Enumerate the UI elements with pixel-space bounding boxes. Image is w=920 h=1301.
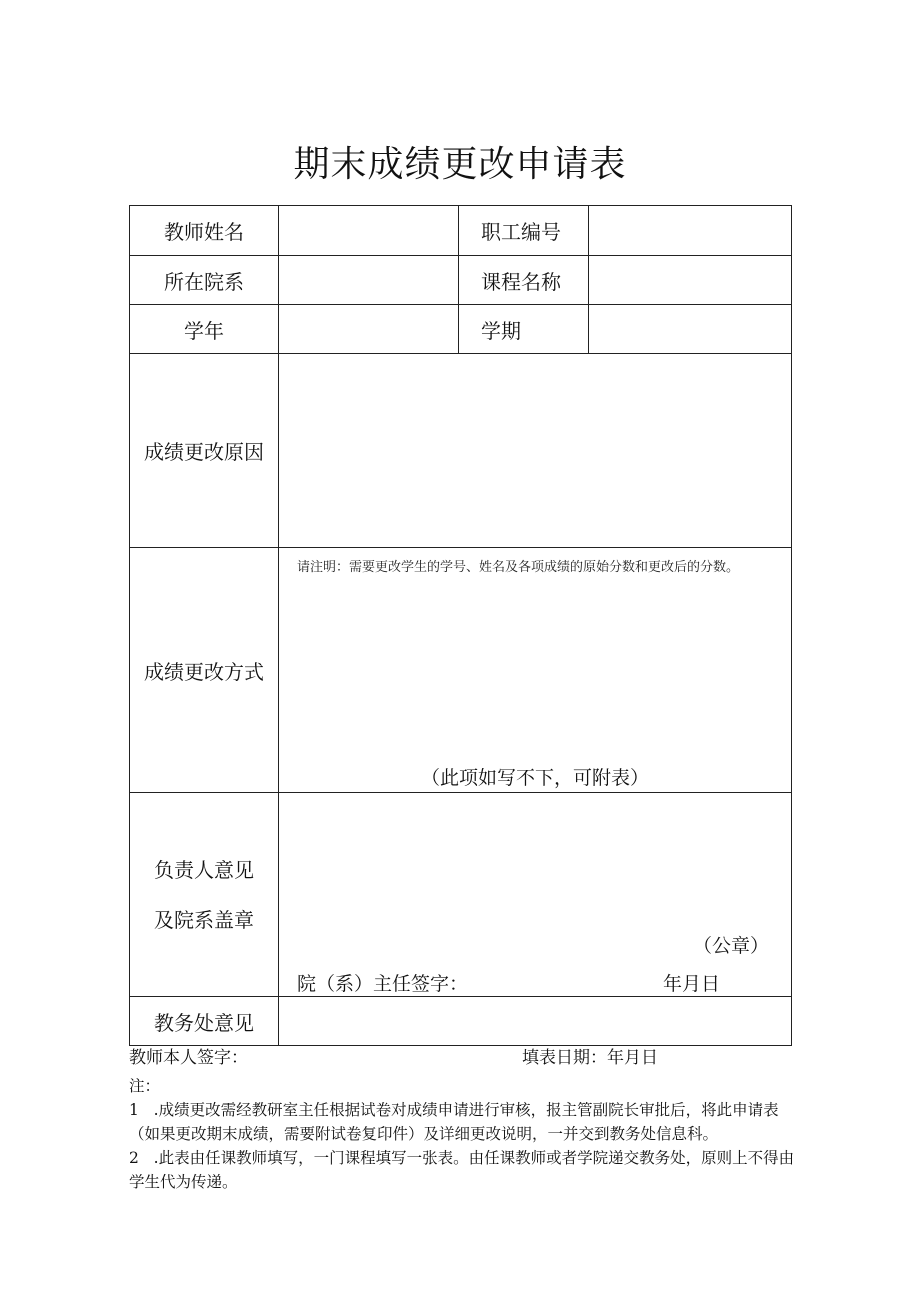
- note-2-line-2: 学生代为传递。: [129, 1173, 238, 1191]
- academic-office-field[interactable]: [279, 997, 792, 1046]
- academic-office-label: 教务处意见: [130, 997, 279, 1046]
- attach-note: （此项如写不下，可附表）: [420, 767, 649, 789]
- method-hint: 请注明：需要更改学生的学号、姓名及各项成绩的原始分数和更改后的分数。: [297, 560, 740, 575]
- teacher-signature-label: 教师本人签字：: [129, 1048, 248, 1068]
- department-field[interactable]: [279, 256, 459, 305]
- reason-field[interactable]: [279, 354, 792, 548]
- fill-date-label: 填表日期：年月日: [522, 1048, 658, 1068]
- teacher-name-field[interactable]: [279, 206, 459, 256]
- reason-label: 成绩更改原因: [130, 354, 279, 548]
- course-name-label: 课程名称: [459, 256, 589, 305]
- opinion-label-line2: 及院系盖章: [154, 907, 254, 932]
- grade-change-form: [129, 205, 792, 1046]
- note-1-line-1: 1 .成绩更改需经教研室主任根据试卷对成绩申请进行审核，报主管副院长审批后，将此申请表: [129, 1101, 779, 1119]
- head-date-label: 年月日: [663, 973, 721, 995]
- semester-label: 学期: [459, 305, 589, 354]
- department-label: 所在院系: [130, 256, 279, 305]
- head-signature-label: 院（系）主任签字：: [297, 973, 469, 995]
- semester-field[interactable]: [589, 305, 792, 354]
- notes-heading: 注：: [129, 1077, 161, 1095]
- teacher-name-label: 教师姓名: [130, 206, 279, 256]
- staff-id-label: 职工编号: [459, 206, 589, 256]
- opinion-field[interactable]: [279, 793, 792, 997]
- course-name-field[interactable]: [589, 256, 792, 305]
- note-2-line-1: 2 .此表由任课教师填写，一门课程填写一张表。由任课教师或者学院递交教务处，原则上不得由: [129, 1149, 795, 1167]
- note-1-line-2: （如果更改期末成绩，需要附试卷复印件）及详细更改说明，一并交到教务处信息科。: [129, 1125, 719, 1143]
- notes-section: [129, 1074, 809, 1194]
- academic-year-label: 学年: [130, 305, 279, 354]
- signature-row: [129, 1046, 809, 1070]
- page-title: 期末成绩更改申请表: [293, 144, 627, 185]
- method-field[interactable]: [279, 548, 792, 793]
- academic-year-field[interactable]: [279, 305, 459, 354]
- method-label: 成绩更改方式: [130, 548, 279, 793]
- staff-id-field[interactable]: [589, 206, 792, 256]
- opinion-label: [130, 793, 279, 997]
- opinion-label-line1: 负责人意见: [154, 857, 254, 882]
- stamp-label: （公章）: [692, 935, 769, 957]
